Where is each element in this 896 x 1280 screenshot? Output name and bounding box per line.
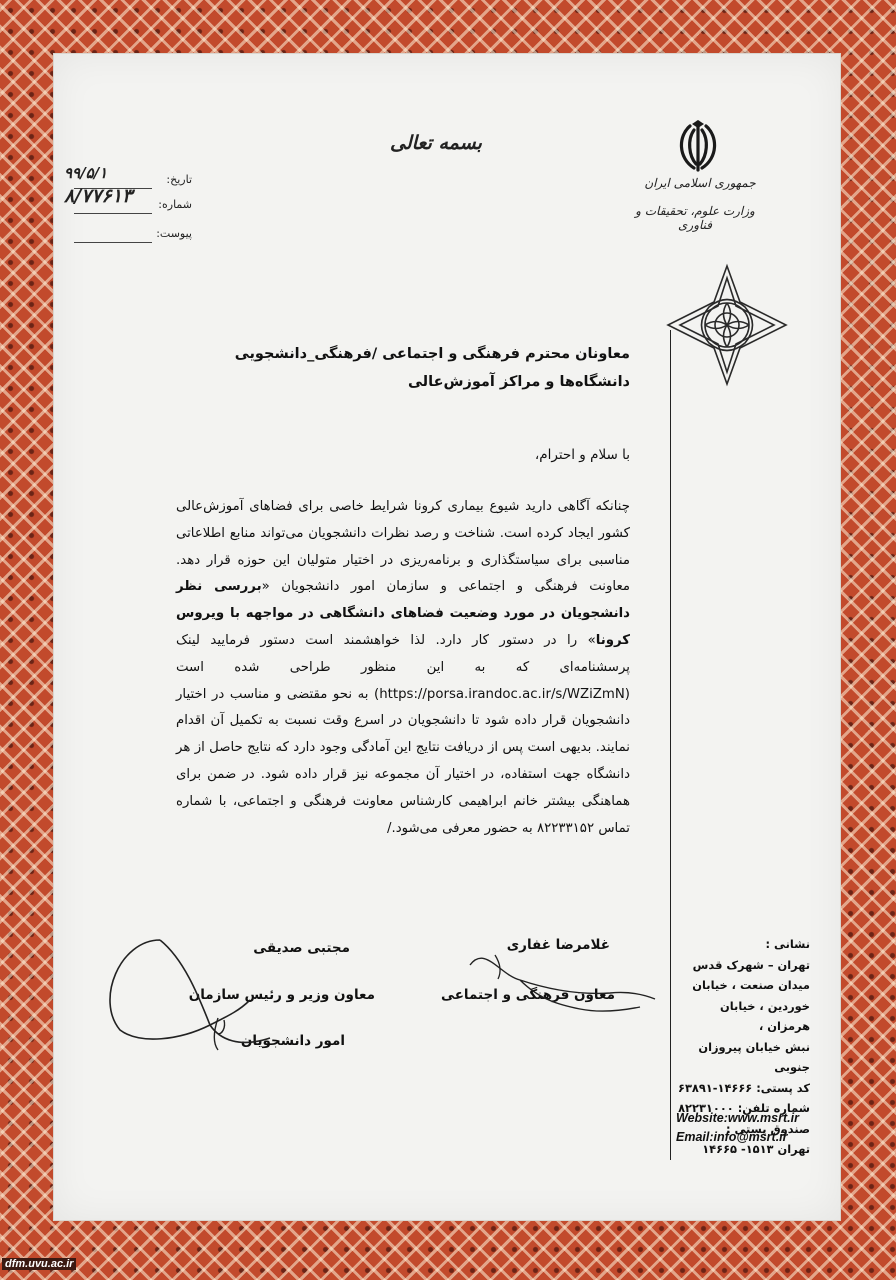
address-line3: خوردین ، خیابان هرمزان ، xyxy=(720,998,810,1033)
body-text-part2: » را در دستور کار دارد. لذا خواهشمند است دستور فرمایید لینک پرسشنامه‌ای که به این منظور طراحی شده است (https://porsa.irandoc.ac.ir/s/WZiZmN) به نحو مقتضی و مناسب در اختیار دانشجویان قرار داده شود تا دانشجویان در اسرع وقت نسبت به تکمیل آن اقدام نمایند. بدیهی است پس از دریافت نتایج این آمادگی وجود دارد که نتایج حاصل از هر دانشگاه جهت استفاده، در اختیار آن مجموعه نیز قرار داده شود. در ضمن برای هماهنگی بیشتر خانم ابراهیمی کارشناس معاونت فرهنگی و اجتماعی، با شماره تماس ۸۲۲۳۳۱۵۲ به حضور معرفی می‌شود./ xyxy=(176,632,630,836)
number-value: ۸/۷۷۶۱۳ xyxy=(64,185,133,207)
recipient-heading: معاونان محترم فرهنگی و اجتماعی /فرهنگی_دانشجویی دانشگاه‌ها و مراکز آموزش‌عالی xyxy=(234,346,630,390)
address-label: نشانی : xyxy=(765,937,810,951)
attachment-field xyxy=(64,227,192,241)
address-line1: تهران – شهرک قدس xyxy=(692,957,810,972)
ministry-name: وزارت علوم، تحقیقات و فناوری xyxy=(635,204,755,232)
email-link[interactable]: Email:info@msrt.ir xyxy=(676,1130,788,1144)
pobox-value: تهران ۱۵۱۳- ۱۴۶۶۵ xyxy=(702,1142,810,1156)
site-watermark: dfm.uvu.ac.ir xyxy=(2,1258,76,1270)
signature-left-mark xyxy=(100,930,300,1060)
number-label: شماره: xyxy=(158,198,192,211)
islamic-star-ornament-icon xyxy=(664,262,790,388)
republic-name: جمهوری اسلامی ایران xyxy=(644,176,756,190)
signer-right-title: معاون فرهنگی و اجتماعی xyxy=(441,987,615,1003)
signer-left-title1: معاون وزیر و رئیس سازمان xyxy=(188,987,375,1003)
date-value: ۹۹/۵/۱ xyxy=(64,164,108,182)
body-text-part1: چنانکه آگاهی دارید شیوع بیماری کرونا شرایط خاصی برای فضاهای آموزش‌عالی کشور ایجاد کرده است. شناخت و رصد نظرات دانشجویان می‌تواند منابع اطلاعاتی مناسبی برای سیاستگذاری و برنامه‌ریزی در اختیار متولیان این حوزه قرار دهد. معاونت فرهنگی و اجتماعی و سازمان امور دانشجویان « xyxy=(176,499,630,595)
signer-right-name: غلامرضا غفاری xyxy=(506,937,610,953)
address-line4: نبش خیابان پیروزان جنوبی xyxy=(698,1039,810,1074)
vertical-divider xyxy=(670,330,671,1160)
phone-number: شماره تلفن: ۸۲۲۳۱۰۰۰ xyxy=(678,1101,810,1115)
address-block xyxy=(676,934,810,1160)
website-link[interactable]: Website:www.msrt.ir xyxy=(676,1111,799,1125)
number-field xyxy=(64,185,192,212)
signature-right-mark xyxy=(460,935,660,1025)
letter-body xyxy=(176,494,630,842)
postal-code: کد پستی: ۱۴۶۶۶-۶۳۸۹۱ xyxy=(678,1080,810,1095)
bismillah-heading: بسمه تعالی xyxy=(390,132,482,154)
pobox-label: صندوق پستی : xyxy=(725,1121,810,1136)
greeting: با سلام و احترام، xyxy=(534,447,630,463)
signer-left-title2: امور دانشجویان xyxy=(240,1033,345,1049)
survey-title: بررسی نظر دانشجویان در مورد وضعیت فضاهای دانشگاهی در مواجهه با ویروس کرونا xyxy=(176,579,630,648)
iran-emblem-icon xyxy=(670,118,726,174)
date-label: تاریخ: xyxy=(166,173,192,186)
signer-left-name: مجتبی صدیقی xyxy=(253,940,350,956)
attachment-label: پیوست: xyxy=(156,227,192,240)
address-line2: میدان صنعت ، خیابان xyxy=(692,978,810,992)
